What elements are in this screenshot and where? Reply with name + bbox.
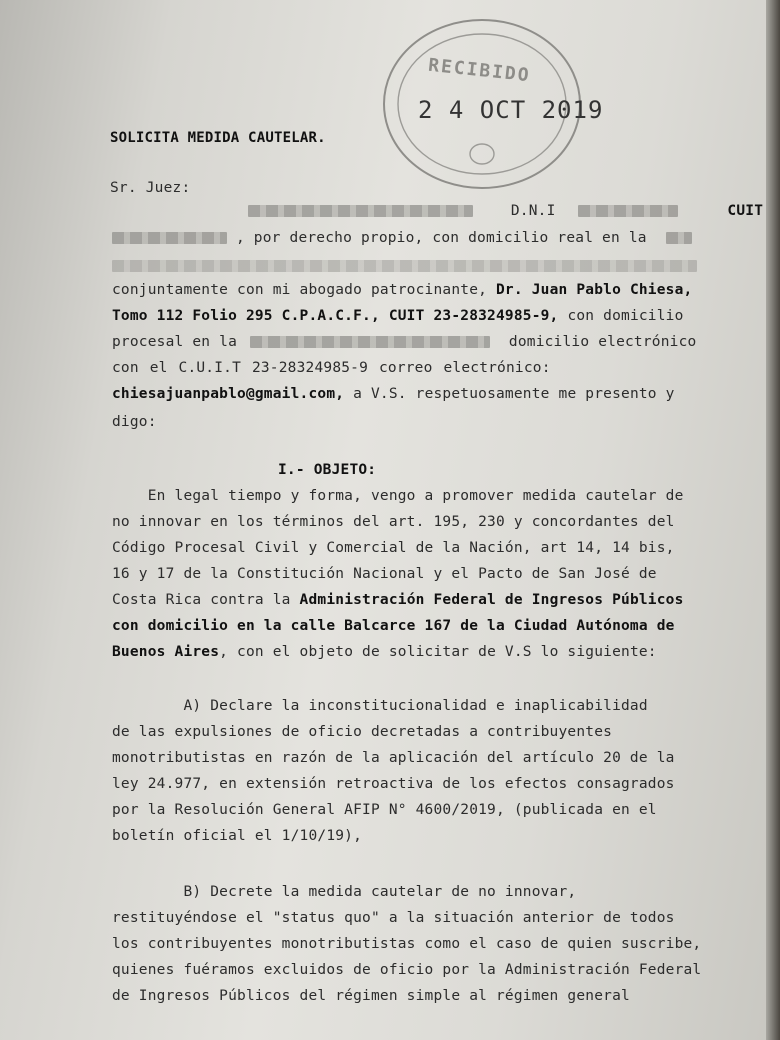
objeto-line-1: En legal tiempo y forma, vengo a promover medida cautelar de <box>112 488 684 504</box>
intro-line-8-text: a V.S. respetuosamente me presento y <box>353 386 675 402</box>
intro-line-9: digo: <box>112 414 157 430</box>
intro-line-4-text: conjuntamente con mi abogado patrocinante, <box>112 282 488 298</box>
objeto-line-4: 16 y 17 de la Constitución Nacional y el Pacto de San José de <box>112 566 657 582</box>
objeto-line-5 <box>112 592 684 608</box>
redacted-address-start <box>666 232 692 244</box>
item-b-line-4: quienes fuéramos excluidos de oficio por la Administración Federal <box>112 962 702 978</box>
item-b-line-3: los contribuyentes monotributistas como el caso de quien suscribe, <box>112 936 702 952</box>
redacted-dni <box>578 205 678 217</box>
item-a-line-5: por la Resolución General AFIP N° 4600/2019, (publicada en el <box>112 802 657 818</box>
dni-label: D.N.I <box>510 203 556 219</box>
intro-line-1 <box>248 203 763 219</box>
lawyer-registration: Tomo 112 Folio 295 C.P.A.C.F., CUIT 23-28324985-9, <box>112 308 559 324</box>
objeto-line-2: no innovar en los términos del art. 195, 230 y concordantes del <box>112 514 675 530</box>
document-heading: SOLICITA MEDIDA CAUTELAR. <box>110 130 326 146</box>
cuit-label: CUIT <box>727 203 764 219</box>
objeto-line-6: con domicilio en la calle Balcarce 167 de la Ciudad Autónoma de <box>112 618 675 634</box>
intro-line-7: con el C.U.I.T 23-28324985-9 correo electrónico: <box>112 360 551 376</box>
item-b-line-5: de Ingresos Públicos del régimen simple al régimen general <box>112 988 630 1004</box>
page-edge-shadow <box>766 0 780 1040</box>
intro-line-8 <box>112 386 675 402</box>
item-a-line-3: monotributistas en razón de la aplicación del artículo 20 de la <box>112 750 675 766</box>
item-a-line-6: boletín oficial el 1/10/19), <box>112 828 363 844</box>
redacted-procedural-address <box>250 336 490 348</box>
item-a-line-1: A) Declare la inconstitucionalidad e inaplicabilidad <box>112 698 648 714</box>
intro-line-3 <box>112 258 697 274</box>
salutation: Sr. Juez: <box>110 180 191 196</box>
city-name: Buenos Aires <box>112 644 220 660</box>
item-a-line-2: de las expulsiones de oficio decretadas a contribuyentes <box>112 724 613 740</box>
intro-line-5-text: con domicilio <box>567 308 684 324</box>
intro-line-2 <box>112 230 692 246</box>
intro-line-6-text-b: domicilio electrónico <box>508 334 697 350</box>
objeto-line-7-text: , con el objeto de solicitar de V.S lo siguiente: <box>219 644 657 660</box>
redacted-address <box>112 260 697 272</box>
objeto-line-5-text: Costa Rica contra la <box>112 592 291 608</box>
lawyer-email: chiesajuanpablo@gmail.com, <box>112 386 345 402</box>
stamp-received-label: RECIBIDO <box>427 54 532 87</box>
item-a-line-4: ley 24.977, en extensión retroactiva de los efectos consagrados <box>112 776 675 792</box>
intro-line-4 <box>112 282 692 298</box>
intro-line-6-text: procesal en la <box>112 334 238 350</box>
intro-line-6 <box>112 334 696 350</box>
lawyer-name: Dr. Juan Pablo Chiesa, <box>496 282 693 298</box>
item-b-line-2: restituyéndose el "status quo" a la situación anterior de todos <box>112 910 675 926</box>
objeto-line-3: Código Procesal Civil y Comercial de la Nación, art 14, 14 bis, <box>112 540 675 556</box>
intro-line-5 <box>112 308 684 324</box>
redacted-name <box>248 205 473 217</box>
redacted-cuit <box>112 232 227 244</box>
section-title-objeto: I.- OBJETO: <box>278 462 377 478</box>
agency-name: Administración Federal de Ingresos Públicos <box>299 592 684 608</box>
stamp-date: 2 4 OCT 2019 <box>418 96 604 124</box>
intro-line-2-text: , por derecho propio, con domicilio real en la <box>235 230 647 246</box>
item-b-line-1: B) Decrete la medida cautelar de no innovar, <box>112 884 577 900</box>
objeto-line-7 <box>112 644 657 660</box>
